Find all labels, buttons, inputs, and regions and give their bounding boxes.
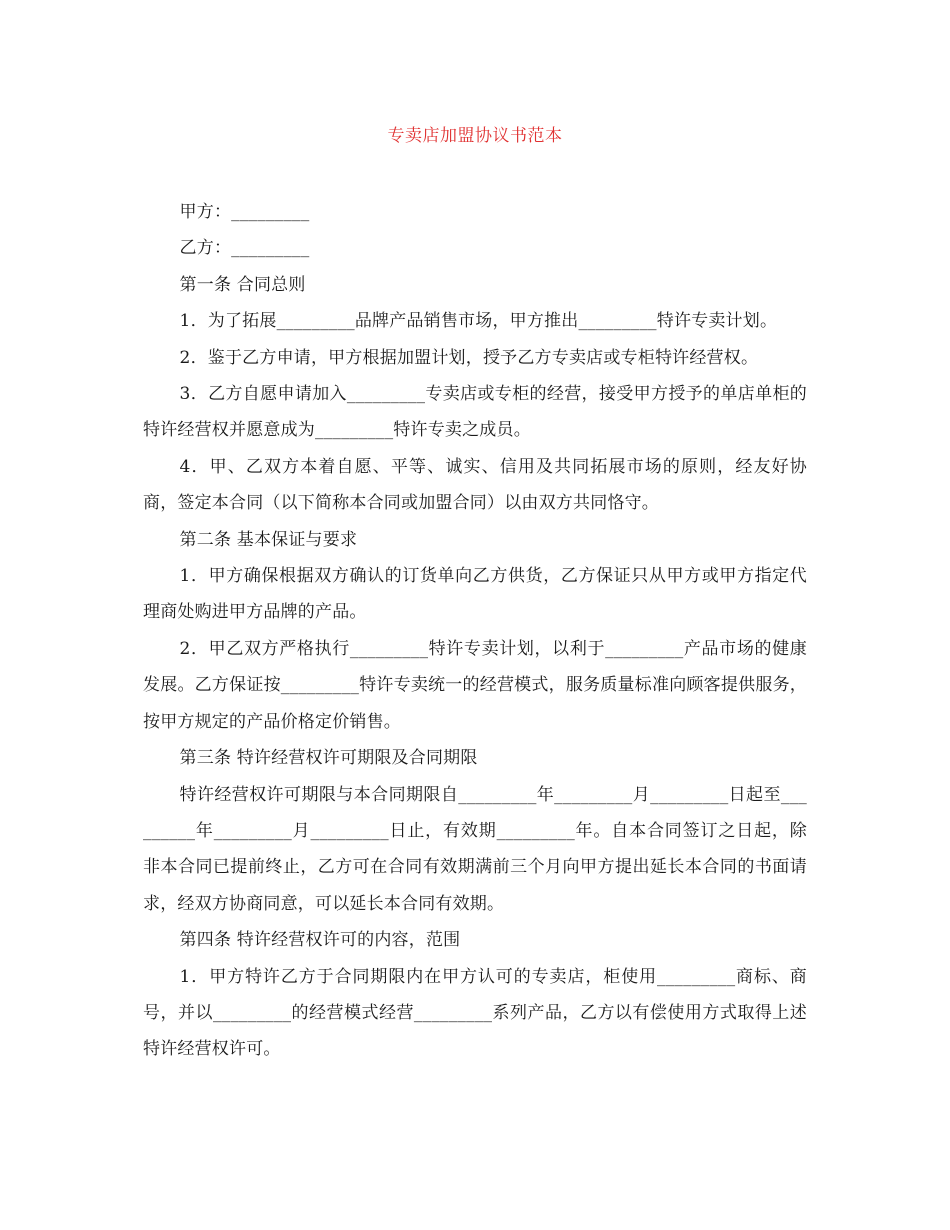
article-1-clause-1: 1．为了拓展_________品牌产品销售市场，甲方推出_________特许专卖计划。 bbox=[179, 311, 778, 332]
article-1-clause-3: 3．乙方自愿申请加入_________专卖店或专柜的经营，接受甲方授予的单店单柜的特许经营权并愿意成为_________特许专卖之成员。 bbox=[143, 384, 807, 441]
article-4-clause-1: 1．甲方特许乙方于合同期限内在甲方认可的专卖店，柜使用_________商标、商号，并以_________的经营模式经营_________系列产品，乙方以有偿使用方式取得上述特许经营权许可。 bbox=[143, 966, 807, 1060]
article-2-clause-1: 1．甲方确保根据双方确认的订货单向乙方供货，乙方保证只从甲方或甲方指定代理商处购进甲方品牌的产品。 bbox=[143, 566, 807, 623]
party-a-line: 甲方：_________ bbox=[179, 202, 310, 222]
article-2-clause-2: 2．甲乙双方严格执行_________特许专卖计划，以利于_________产品市场的健康发展。乙方保证按_________特许专卖统一的经营模式，服务质量标准向顾客提供服务，按甲方规定的产品价格定价销售。 bbox=[143, 638, 807, 732]
article-1-clause-2: 2．鉴于乙方申请，甲方根据加盟计划，授予乙方专卖店或专柜特许经营权。 bbox=[179, 347, 759, 368]
article-1-clause-4: 4．甲、乙双方本着自愿、平等、诚实、信用及共同拓展市场的原则，经友好协商，签定本合同（以下简称本合同或加盟合同）以由双方共同恪守。 bbox=[143, 456, 807, 514]
article-3-heading: 第三条 特许经营权许可期限及合同期限 bbox=[179, 748, 478, 769]
article-4-heading: 第四条 特许经营权许可的内容，范围 bbox=[179, 930, 461, 951]
article-2-heading: 第二条 基本保证与要求 bbox=[179, 529, 358, 550]
document-title: 专卖店加盟协议书范本 bbox=[387, 126, 563, 146]
article-1-heading: 第一条 合同总则 bbox=[179, 274, 306, 295]
party-b-line: 乙方：_________ bbox=[179, 238, 310, 259]
document-body bbox=[143, 194, 807, 1068]
article-3-body: 特许经营权许可期限与本合同期限自_________年_________月_________日起至_________年_________月_________日止，有效期_________年。自本合同签订之日起，除非本合同已提前终止，乙方可在合同有效期满前三个月向甲方提出延长本合同的书面请求，经双方协商同意，可以延长本合同有效期。 bbox=[143, 784, 807, 914]
